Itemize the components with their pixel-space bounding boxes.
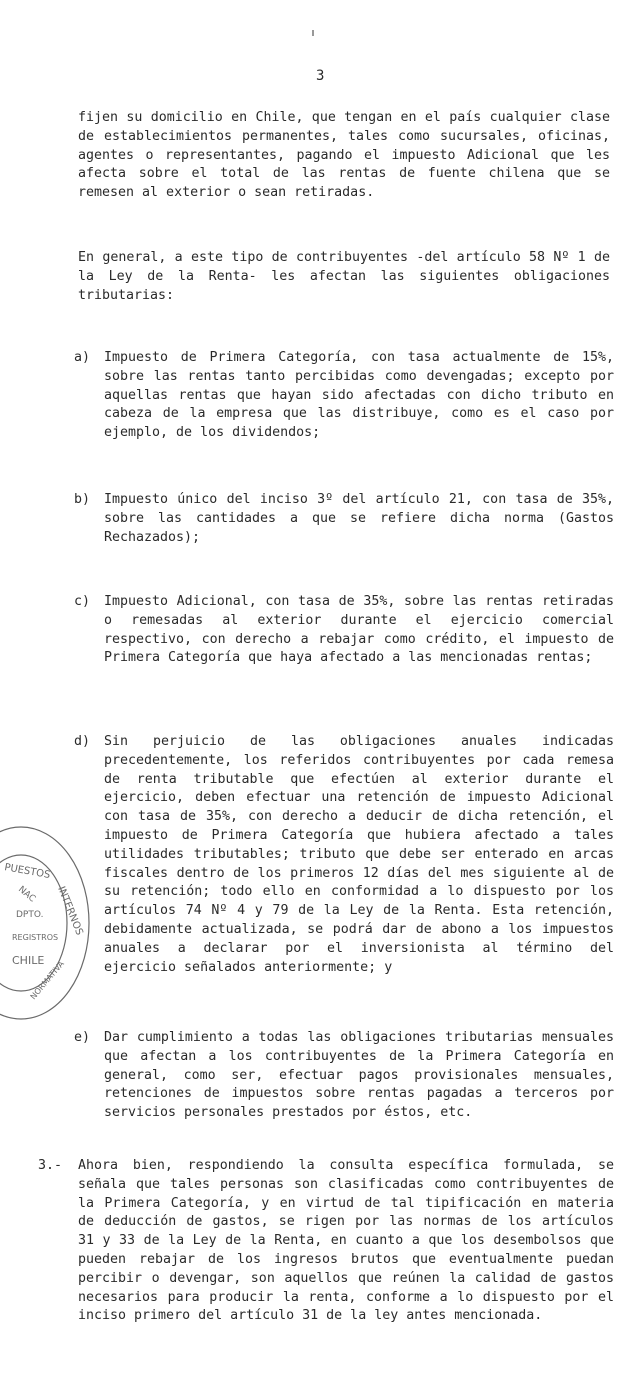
section-text: Ahora bien, respondiendo la consulta específica formulada, se señala que tales personas son clasificadas como contribuyentes de la Primera Categoría, y en virtud de tal tipificación en materia de deducción de gastos, se rigen por las normas de los artículos 31 y 33 de la Ley de la Renta, en cuanto a que los desembolsos que pueden rebajar de los ingresos brutos que eventualmente puedan percibir o devengar, son aquellos que reúnen la calidad de gastos necesarios para producir la renta, conforme a lo dispuesto por el inciso primero del artículo 31 de la ley antes mencionada. <box>78 1158 614 1324</box>
list-item-label: e) <box>74 1030 91 1045</box>
list-item-c <box>74 593 614 668</box>
svg-text:CHILE: CHILE <box>12 954 45 967</box>
list-item-text: Impuesto Adicional, con tasa de 35%, sobre las rentas retiradas o remesadas al exterior durante el ejercicio comercial respectivo, con derecho a rebajar como crédito, el impuesto de Primera Categoría que haya afectado a las mencionadas rentas; <box>104 594 614 666</box>
section-number: 3.- <box>38 1158 63 1173</box>
scan-mark <box>312 30 314 36</box>
svg-text:NAC: NAC <box>16 884 38 905</box>
svg-text:NORMATIVA: NORMATIVA <box>28 959 66 1002</box>
list-item-label: c) <box>74 594 91 609</box>
list-item-text: Dar cumplimiento a todas las obligaciones tributarias mensuales que afectan a los contribuyentes de la Primera Categoría en general, como ser, efectuar pagos provisionales mensuales, retenciones de impuestos sobre rentas pagadas a terceros por servicios personales prestados por éstos, etc. <box>104 1030 614 1121</box>
paragraph-obligations-intro: En general, a este tipo de contribuyentes -del artículo 58 Nº 1 de la Ley de la Renta- les afectan las siguientes obligaciones tributarias: <box>78 250 610 303</box>
list-item-e <box>74 1029 614 1123</box>
list-item-a <box>74 349 614 443</box>
list-item-label: a) <box>74 350 91 365</box>
list-item-b <box>74 491 614 547</box>
paragraph-continuation: fijen su domicilio en Chile, que tengan en el país cualquier clase de establecimientos permanentes, tales como sucursales, oficinas, agentes o representantes, pagando el impuesto Adicional que les afecta sobre el total de las rentas de fuente chilena que se remesen al exterior o sean retiradas. <box>78 110 610 201</box>
svg-text:REGISTROS: REGISTROS <box>12 933 59 942</box>
list-item-text: Impuesto único del inciso 3º del artículo 21, con tasa de 35%, sobre las cantidades a que se refiere dicha norma (Gastos Rechazados); <box>104 492 614 545</box>
list-item-label: b) <box>74 492 91 507</box>
svg-text:DPTO.: DPTO. <box>16 910 44 920</box>
list-item-d <box>74 733 614 977</box>
list-item-text: Sin perjuicio de las obligaciones anuales indicadas precedentemente, los referidos contribuyentes por cada remesa de renta tributable que efectúen al exterior durante el ejercicio, deben efectuar una retención de impuesto Adicional con tasa de 35%, con derecho a deducir de dicha retención, el impuesto de Primera Categoría que hubiera afectado a tales utilidades tributables; tributo que debe ser enterado en arcas fiscales dentro de los primeros 12 días del mes siguiente al de su retención; todo ello en conformidad a lo dispuesto por los artículos 74 Nº 4 y 79 de la Ley de la Renta. Esta retención, debidamente actualizada, se podrá dar de abono a los impuestos anuales a declarar por el inversionista al término del ejercicio señalados anteriormente; y <box>104 734 614 975</box>
list-item-text: Impuesto de Primera Categoría, con tasa actualmente de 15%, sobre las rentas tanto percibidas como devengadas; excepto por aquellas rentas que hayan sido afectadas con dicho tributo en cabeza de la empresa que las distribuye, como es el caso por ejemplo, de los dividendos; <box>104 350 614 441</box>
section-3 <box>38 1157 614 1326</box>
list-item-label: d) <box>74 734 91 749</box>
svg-text:INTERNOS: INTERNOS <box>55 885 85 937</box>
page-number: 3 <box>316 68 325 84</box>
svg-text:PUESTOS: PUESTOS <box>3 862 52 882</box>
official-stamp <box>0 818 96 1028</box>
